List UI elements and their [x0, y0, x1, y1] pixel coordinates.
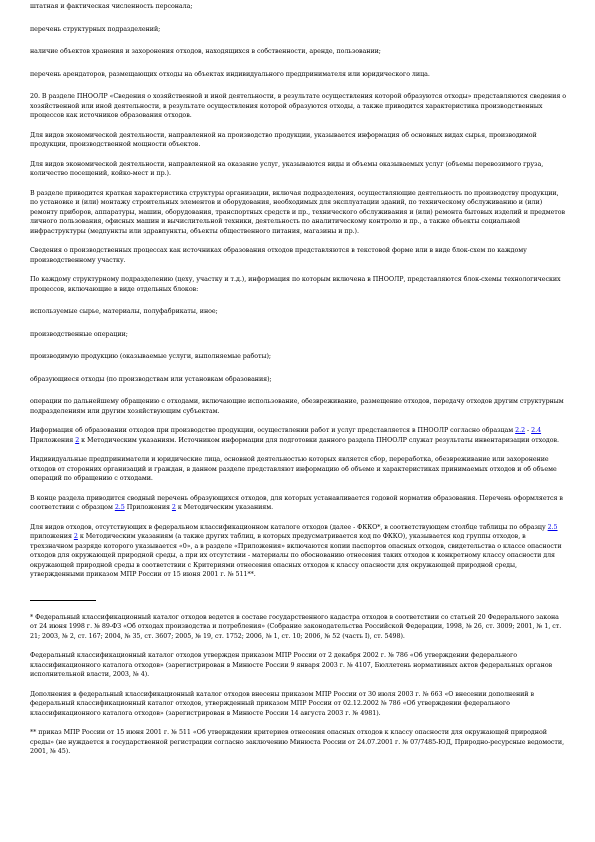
footnote: Федеральный классификационный каталог отходов утвержден приказом МПР России от 2 декабря 2002 г. № 786 «Об утверждении федерального классификационного каталога отходов» (зарегистрирован в Минюсте России 9 января 2003 г. № 4107, Бюллетень нормативных актов федеральных органов исполнительной власти, 2003, № 4). [30, 652, 553, 678]
link-appendix-2[interactable]: 2 [75, 436, 80, 444]
link-sample-2-5[interactable]: 2.5 [547, 523, 558, 531]
list-item: образующиеся отходы (по производствам или установкам образования); [30, 375, 272, 383]
paragraph: Сведения о производственных процессах как источниках образования отходов представляются в текстовой форме или в виде блок-схем по каждому производственному участку. [30, 247, 527, 264]
paragraph: штатная и фактическая численность персонала; [30, 3, 193, 10]
text-run: к Методическим указаниям (а также других таблиц, в которых предусматривается код по ФККО), указывается код группы отходов, в трехзначном разряде которого указывается «0», а в разделе «Приложения» включаются копии паспортов опасных отходов, свидетельства о классе опасности отходов для окружающей природной среды, а при их отсутствии - материалы по обоснованию отнесения таких отходов к конкретному классу опасности для окружающей природной среды в соответствии с Критериями отнесения опасных отходов к классу опасности для окружающей природной среды, утвержденными приказом МПР России от 15 июня 2001 г. № 511**. [30, 533, 562, 578]
text-run: к Методическим указаниям. Источником информации для подготовки данного раздела ПНООЛР служат результаты инвентаризации отходов. [79, 436, 560, 444]
section-20-paragraph: 20. В разделе ПНООЛР «Сведения о хозяйственной и иной деятельности, в результате осуществления которой образуются отходы» представляются сведения о хозяйственной или иной деятельности, в результате осуществления которой образуются отходы, а также приводится характеристика производственных процессов как источников образования отходов. [30, 93, 567, 119]
text-run: Для видов отходов, отсутствующих в федеральном классификационном каталоге отходов (далее - ФККО*, в соответствующем столбце таблицы по образцу [30, 523, 548, 531]
paragraph: Для видов экономической деятельности, направленной на оказание услуг, указываются виды и объемы оказываемых услуг (объемы перевозимого груза, количество посещений, койко-мест и пр.). [30, 160, 544, 177]
paragraph [30, 426, 567, 445]
link-appendix-2[interactable]: 2 [73, 533, 78, 540]
footnote: Дополнения в федеральный классификационный каталог отходов внесены приказом МПР России от 30 июля 2003 г. № 663 «О внесении дополнений в федеральный классификационный каталог отходов, утвержденный приказом МПР России от 02.12.2002 № 786 «Об утверждении федерального классификационного каталога отходов» (зарегистрирован в Минюсте России 14 августа 2003 г. № 4981). [30, 690, 534, 717]
text-run: В конце раздела приводится сводный перечень образующихся отходов, для которых устанавливается годовой норматив образования. Перечень оформляется в соответствии с образцом [30, 494, 563, 511]
link-sample-2-5[interactable]: 2.5 [114, 504, 125, 511]
paragraph: Индивидуальные предприниматели и юридические лица, основной деятельностью которых является сбор, переработка, обезвреживание или захоронение отходов от сторонних организаций и граждан, в данном разделе представляют информацию об объеме и характеристиках принимаемых отходов и об объеме операций по обращению с отходами. [30, 456, 557, 482]
list-item: производимую продукцию (оказываемые услуги, выполняемые работы); [30, 353, 272, 360]
document-page [30, 2, 567, 757]
text-run: приложения [30, 533, 74, 540]
paragraph [30, 494, 567, 513]
footnote-divider [30, 600, 96, 601]
link-sample-2-2[interactable]: 2.2 [515, 427, 526, 434]
paragraph: наличие объектов хранения и захоронения отходов, находящихся в собственности, аренде, пользовании; [30, 48, 381, 55]
list-item: используемые сырье, материалы, полуфабрикаты, иное; [30, 308, 218, 315]
paragraph: перечень структурных подразделений; [30, 25, 161, 33]
text-run: Приложения [30, 436, 76, 444]
paragraph: По каждому структурному подразделению (цеху, участку и т.д.), информация по которым включена в ПНООЛР, представляются блок-схемы технологических процессов, включающие в виде отдельных блоков: [30, 276, 561, 293]
paragraph: Для видов экономической деятельности, направленной на производство продукции, указывается информация об основных видах сырья, производимой продукции, производственной мощности объектов. [30, 131, 537, 148]
text-run: к Методическим указаниям. [175, 504, 274, 511]
paragraph: В разделе приводится краткая характеристика структуры организации, включая подразделения, осуществляющие деятельность по производству продукции, по установке и (или) монтажу строительных элементов и оборудования, необходимых для эксплуатации зданий, по техническому обслуживанию и (или) ремонту приборов, аппаратуры, машин, оборудования, транспортных средств и пр., технического обслуживания и (или) ремонта бытовых изделий и предметов личного пользования, офисных машин и вычислительной техники, деятельность по аналитическому контролю и пр., а также объекты социальной инфраструктуры (медпункты или здравпункты, объекты общественного питания, магазины и пр.). [30, 189, 566, 235]
list-item: операции по дальнейшему обращению с отходами, включающие использование, обезвреживание, размещение отходов, передачу отходов другим структурным подразделениям или другим хозяйствующим субъектам. [30, 398, 564, 415]
text-run: Приложения [124, 504, 172, 511]
paragraph [30, 523, 567, 580]
text-run: Информация об образовании отходов при производстве продукции, осуществлении работ и услуг представляется в ПНООЛР согласно образцам [30, 427, 516, 434]
link-sample-2-4[interactable]: 2.4 [531, 427, 542, 434]
footnote: * Федеральный классификационный каталог отходов ведется в составе государственного кадастра отходов в соответствии со статьей 20 Федерального закона от 24 июня 1998 г. № 89-ФЗ «Об отходах производства и потребления» (Собрание законодательства Российской Федерации, 1998, № 26, ст. 3009; 2001, № 1, ст. 21; 2003, № 2, ст. 167; 2004, № 35, ст. 3607; 2005, № 19, ст. 1752; 2006, № 1, ст. 10; 2006, № 52 (часть I), ст. 5498). [30, 613, 562, 640]
list-item: производственные операции; [30, 330, 128, 338]
link-appendix-2[interactable]: 2 [171, 504, 176, 511]
footnote: ** приказ МПР России от 15 июня 2001 г. № 511 «Об утверждении критериев отнесения опасных отходов к классу опасности для окружающей природной среды» (не нуждается в государственной регистрации согласно заключению Минюста России от 24.07.2001 г. № 07/7485-ЮД, Природно-ресурсные ведомости, 2001, № 45). [30, 729, 565, 755]
paragraph: перечень арендаторов, размещающих отходы на объектах индивидуального предпринимателя или юридического лица. [30, 70, 430, 78]
text-run: - [525, 427, 532, 434]
